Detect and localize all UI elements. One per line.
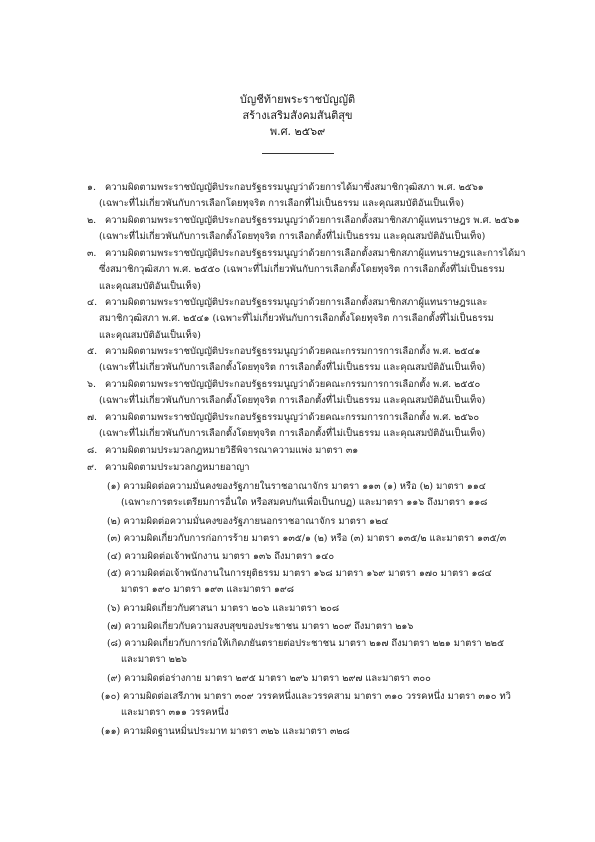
item-text: ความผิดตามพระราชบัญญัติประกอบรัฐธรรมนูญว่าด้วยการได้มาซึ่งสมาชิกวุฒิสภา พ.ศ. ๒๕๖๑ xyxy=(105,182,484,193)
item-number: ๓. xyxy=(87,248,97,259)
sub-item-number: (๙) xyxy=(107,673,122,684)
sub-item-number: (๓) xyxy=(107,533,121,544)
sub-item-number: (๗) xyxy=(107,621,122,632)
sub-item-1 xyxy=(107,479,527,512)
item-text: ความผิดตามประมวลกฎหมายอาญา xyxy=(105,462,250,473)
sub-item-number: (๑๑) xyxy=(101,726,121,737)
item-number: ๑. xyxy=(87,182,96,193)
sub-item-3 xyxy=(107,531,527,547)
sub-item-5 xyxy=(107,566,527,599)
sub-item-text: ความผิดเกี่ยวกับศาสนา มาตรา ๒๐๖ และมาตรา ๒๐๘ xyxy=(123,603,340,614)
sub-item-number: (๑) xyxy=(107,481,121,492)
sub-item-number: (๑๐) xyxy=(101,691,120,702)
sub-item-text: ความผิดเกี่ยวกับการก่อให้เกิดภยันตรายต่อประชาชน มาตรา ๒๑๗ ถึงมาตรา ๒๒๑ มาตรา ๒๒๕ xyxy=(124,638,505,649)
sub-item-text: ความผิดต่อร่างกาย มาตรา ๒๙๕ มาตรา ๒๙๖ มาตรา ๒๙๗ และมาตรา ๓๐๐ xyxy=(124,673,431,684)
item-text: และคุณสมบัติอันเป็นเท็จ) xyxy=(99,329,201,341)
list-item-3 xyxy=(87,246,527,295)
sub-item-text: ความผิดเกี่ยวกับความสงบสุขของประชาชน มาตรา ๒๐๙ ถึงมาตรา ๒๑๖ xyxy=(124,621,414,632)
sub-item-number: (๕) xyxy=(107,568,122,579)
item-number: ๒. xyxy=(87,215,97,226)
list-item-7 xyxy=(87,410,527,443)
sub-item-text: และมาตรา ๒๒๖ xyxy=(121,654,187,666)
item-text: และคุณสมบัติอันเป็นเท็จ) xyxy=(99,280,201,292)
sub-item-text: ความผิดต่อเสรีภาพ มาตรา ๓๐๙ วรรคหนึ่งและวรรคสาม มาตรา ๓๑๐ วรรคหนึ่ง มาตรา ๓๑๐ ทวิ xyxy=(122,691,511,702)
sub-item-text: ความผิดฐานหมิ่นประมาท มาตรา ๓๒๖ และมาตรา ๓๒๘ xyxy=(123,726,350,737)
title-line-3: พ.ศ. ๒๕๖๙ xyxy=(269,125,326,138)
item-text: สมาชิกวุฒิสภา พ.ศ. ๒๕๔๑ (เฉพาะที่ไม่เกี่ยวพันกับการเลือกตั้งโดยทุจริต การเลือกตั้งที่ไม่เป็นธรรม xyxy=(99,313,494,325)
item-number: ๔. xyxy=(87,297,98,308)
item-number: ๗. xyxy=(87,412,98,423)
sub-item-number: (๒) xyxy=(107,516,121,527)
list-item-6 xyxy=(87,377,527,410)
document-title xyxy=(0,92,595,140)
sub-item-6 xyxy=(107,601,527,617)
item-text: (เฉพาะที่ไม่เกี่ยวพันกับการเลือกตั้งโดยทุจริต การเลือกตั้งที่ไม่เป็นธรรม และคุณสมบัติอันเป็นเท็จ) xyxy=(99,362,486,374)
item-text: ความผิดตามประมวลกฎหมายวิธีพิจารณาความแพ่ง มาตรา ๓๑ xyxy=(105,445,359,456)
sub-item-4 xyxy=(107,549,527,565)
sub-item-number: (๔) xyxy=(107,551,122,562)
item-number: ๕. xyxy=(87,346,98,357)
item-number: ๘. xyxy=(87,445,98,456)
item-text: ความผิดตามพระราชบัญญัติประกอบรัฐธรรมนูญว่าด้วยคณะกรรมการการเลือกตั้ง พ.ศ. ๒๕๕๐ xyxy=(105,379,481,390)
item-number: ๙. xyxy=(87,462,97,473)
list-item-2 xyxy=(87,213,527,246)
list-item-9 xyxy=(87,460,527,476)
list-item-1 xyxy=(87,180,527,213)
sub-item-text: (เฉพาะการตระเตรียมการอื่นใด หรือสมคบกันเพื่อเป็นกบฏ) และมาตรา ๑๑๖ ถึงมาตรา ๑๑๘ xyxy=(121,497,488,509)
list-item-4 xyxy=(87,295,527,344)
sub-item-2 xyxy=(107,514,527,530)
sub-item-text: และมาตรา ๓๑๑ วรรคหนึ่ง xyxy=(121,707,229,719)
item-text: ซึ่งสมาชิกวุฒิสภา พ.ศ. ๒๕๕๐ (เฉพาะที่ไม่เกี่ยวพันกับการเลือกตั้งโดยทุจริต การเลือกตั้งที่ไม่เป็นธรรม xyxy=(99,264,505,276)
item-text: ความผิดตามพระราชบัญญัติประกอบรัฐธรรมนูญว่าด้วยการเลือกตั้งสมาชิกสภาผู้แทนราษฎรและการได้มา xyxy=(105,248,526,259)
sub-item-number: (๘) xyxy=(107,638,122,649)
item-text: (เฉพาะที่ไม่เกี่ยวพันกับการเลือกโดยทุจริต การเลือกที่ไม่เป็นธรรม และคุณสมบัติอันเป็นเท็จ) xyxy=(99,198,464,210)
sub-item-number: (๖) xyxy=(107,603,121,614)
sub-item-text: ความผิดต่อความมั่นคงของรัฐภายนอกราชอาณาจักร มาตรา ๑๒๔ xyxy=(123,516,389,527)
item-text: (เฉพาะที่ไม่เกี่ยวพันกับการเลือกตั้งโดยทุจริต การเลือกตั้งที่ไม่เป็นธรรม และคุณสมบัติอันเป็นเท็จ) xyxy=(99,428,486,440)
title-line-1: บัญชีท้ายพระราชบัญญัติ xyxy=(239,93,356,106)
sub-item-9 xyxy=(107,671,527,687)
item-text: ความผิดตามพระราชบัญญัติประกอบรัฐธรรมนูญว่าด้วยการเลือกตั้งสมาชิกสภาผู้แทนราษฎร พ.ศ. ๒๕๖๑ xyxy=(105,215,520,226)
list-item-8 xyxy=(87,443,527,459)
sub-item-text: ความผิดต่อเจ้าพนักงานในการยุติธรรม มาตรา ๑๖๘ มาตรา ๑๖๙ มาตรา ๑๗๐ มาตรา ๑๘๔ xyxy=(124,568,492,579)
sub-item-10 xyxy=(101,689,521,722)
sub-item-text: ความผิดต่อเจ้าพนักงาน มาตรา ๑๓๖ ถึงมาตรา ๑๔๐ xyxy=(124,551,335,562)
list-item-5 xyxy=(87,344,527,377)
item-text: ความผิดตามพระราชบัญญัติประกอบรัฐธรรมนูญว่าด้วยคณะกรรมการการเลือกตั้ง พ.ศ. ๒๕๔๑ xyxy=(105,346,481,357)
item-text: ความผิดตามพระราชบัญญัติประกอบรัฐธรรมนูญว่าด้วยคณะกรรมการการเลือกตั้ง พ.ศ. ๒๕๖๐ xyxy=(105,412,480,423)
item-text: ความผิดตามพระราชบัญญัติประกอบรัฐธรรมนูญว่าด้วยการเลือกตั้งสมาชิกสภาผู้แทนราษฎรและ xyxy=(105,297,488,308)
sub-item-text: ความผิดต่อความมั่นคงของรัฐภายในราชอาณาจักร มาตรา ๑๑๓ (๑) หรือ (๒) มาตรา ๑๑๔ xyxy=(123,481,486,492)
sub-item-text: ความผิดเกี่ยวกับการก่อการร้าย มาตรา ๑๓๕/๑ (๒) หรือ (๓) มาตรา ๑๓๕/๒ และมาตรา ๑๓๕/๓ xyxy=(123,533,507,544)
item-number: ๖. xyxy=(87,379,96,390)
sub-item-text: มาตรา ๑๙๐ มาตรา ๑๙๓ และมาตรา ๑๙๘ xyxy=(121,584,295,596)
sub-item-11 xyxy=(101,724,521,740)
title-divider xyxy=(262,153,334,154)
item-text: (เฉพาะที่ไม่เกี่ยวพันกับการเลือกตั้งโดยทุจริต การเลือกตั้งที่ไม่เป็นธรรม และคุณสมบัติอันเป็นเท็จ) xyxy=(99,395,486,407)
sub-item-7 xyxy=(107,619,527,635)
item-text: (เฉพาะที่ไม่เกี่ยวพันกับการเลือกตั้งโดยทุจริต การเลือกตั้งที่ไม่เป็นธรรม และคุณสมบัติอันเป็นเท็จ) xyxy=(99,231,486,243)
title-line-2: สร้างเสริมสังคมสันติสุข xyxy=(242,109,353,122)
sub-item-8 xyxy=(107,636,527,669)
